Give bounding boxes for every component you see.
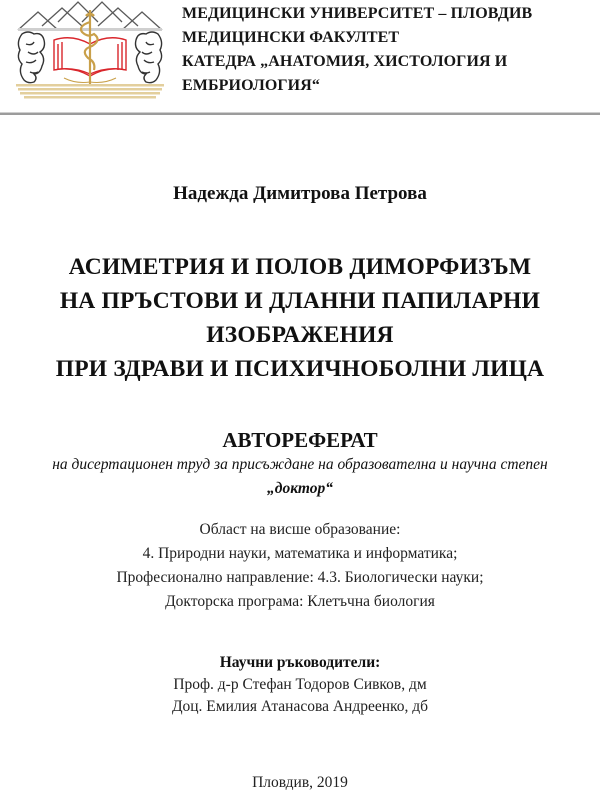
faculty-name: МЕДИЦИНСКИ ФАКУЛТЕТ (182, 29, 400, 46)
degree-description: на дисертационен труд за присъждане на образователна и научна степен (52, 456, 548, 473)
field-line: Докторска програма: Клетъчна биология (165, 593, 435, 610)
field-of-study (0, 518, 600, 614)
department-name-line-2: ЕМБРИОЛОГИЯ“ (182, 77, 320, 94)
field-line: Област на висше образование: (199, 521, 401, 538)
place-and-year: Пловдив, 2019 (252, 774, 348, 791)
title-line: ПРИ ЗДРАВИ И ПСИХИЧНОБОЛНИ ЛИЦА (55, 356, 545, 382)
field-line: Професионално направление: 4.3. Биологически науки; (116, 569, 484, 586)
supervisor-name: Проф. д-р Стефан Тодоров Сивков, дм (173, 676, 427, 693)
title-line: ИЗОБРАЖЕНИЯ (206, 322, 394, 348)
document-header (0, 0, 600, 112)
degree-name: „доктор“ (267, 480, 333, 497)
header-divider (0, 112, 600, 115)
university-crest-icon (6, 0, 174, 104)
university-name: МЕДИЦИНСКИ УНИВЕРСИТЕТ – ПЛОВДИВ (182, 5, 533, 22)
supervisors-block (0, 652, 600, 718)
author-name: Надежда Димитрова Петрова (173, 183, 427, 204)
field-line: 4. Природни науки, математика и информатика; (142, 545, 458, 562)
title-line: НА ПРЪСТОВИ И ДЛАННИ ПАПИЛАРНИ (59, 288, 541, 314)
supervisors-heading: Научни ръководители: (219, 654, 381, 671)
supervisor-name: Доц. Емилия Атанасова Андреенко, дб (171, 698, 429, 715)
department-name-line-1: КАТЕДРА „АНАТОМИЯ, ХИСТОЛОГИЯ И (182, 53, 508, 70)
abstract-heading: АВТОРЕФЕРАТ (222, 428, 378, 452)
dissertation-title (0, 250, 600, 386)
title-line: АСИМЕТРИЯ И ПОЛОВ ДИМОРФИЗЪМ (68, 254, 532, 280)
institution-name (182, 2, 600, 98)
